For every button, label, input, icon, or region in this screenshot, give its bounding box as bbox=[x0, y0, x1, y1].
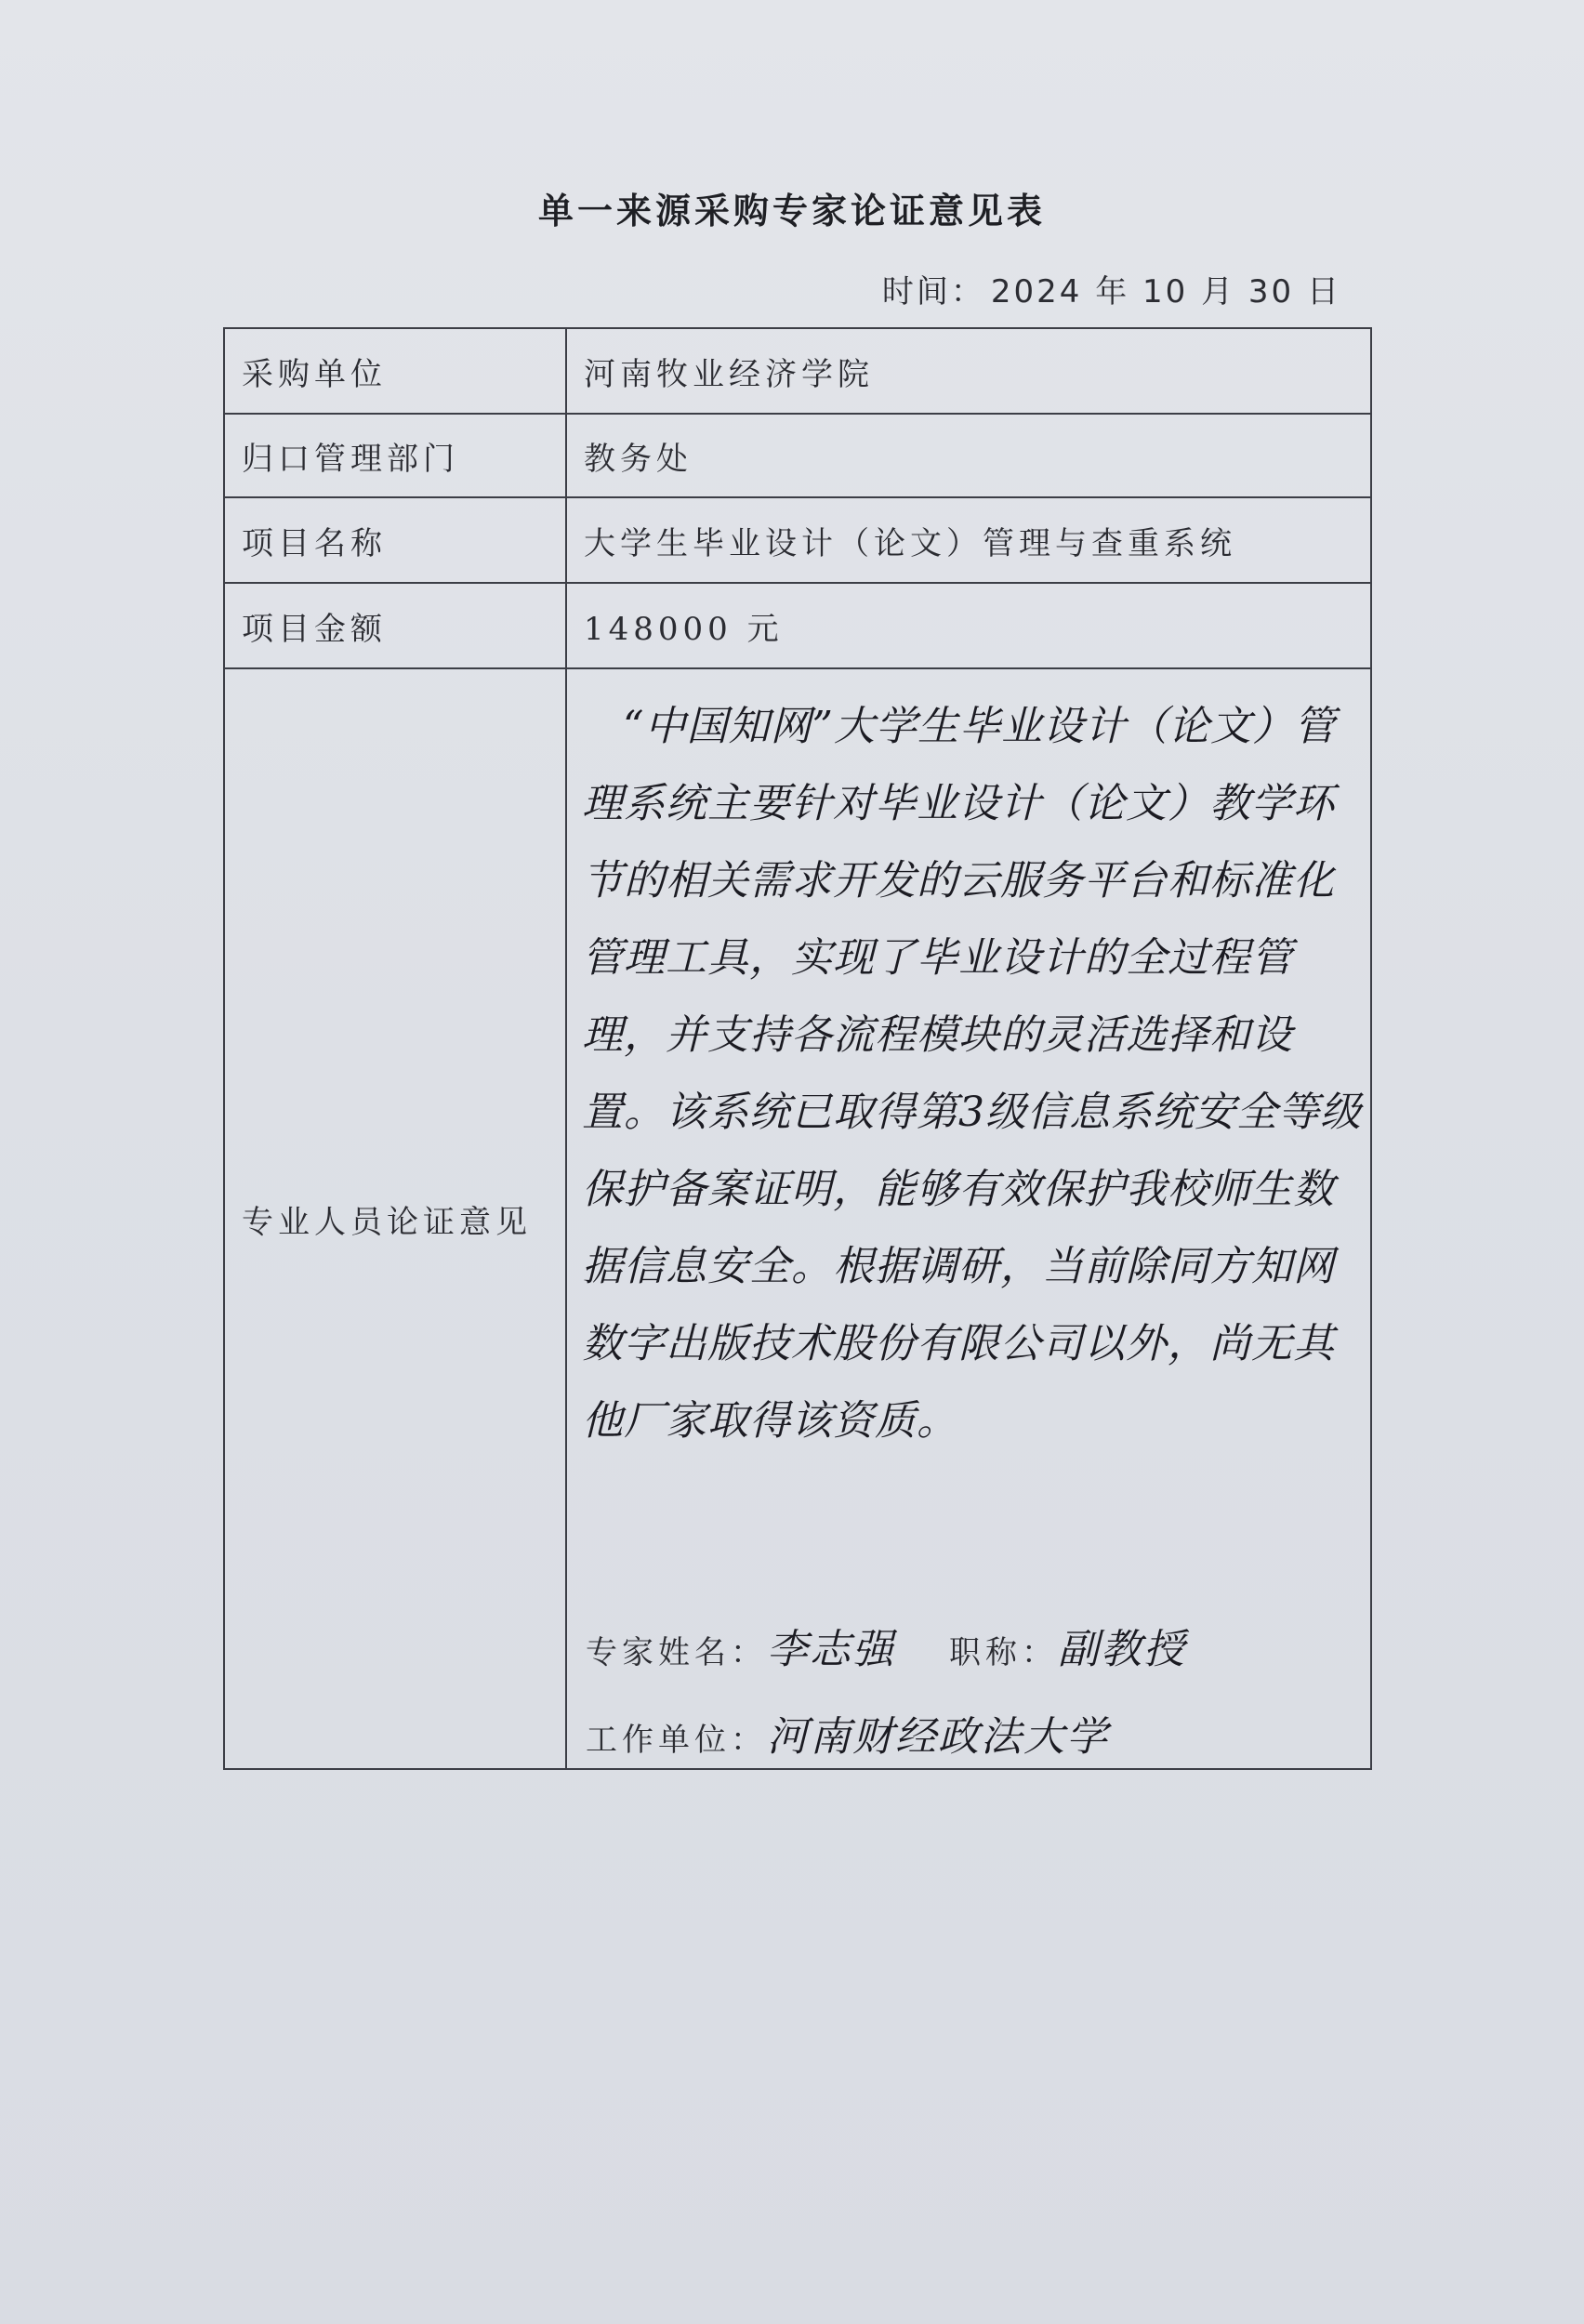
expert-opinion-form bbox=[223, 327, 1372, 1770]
form-row-expert-opinion bbox=[224, 668, 1371, 1769]
form-row-project-amount bbox=[224, 583, 1371, 668]
expert-title: 副教授 bbox=[1058, 1626, 1186, 1673]
org-label: 工作单位： bbox=[586, 1722, 767, 1759]
form-row-project-name bbox=[224, 497, 1371, 583]
form-value: 大学生毕业设计（论文）管理与查重系统 bbox=[566, 497, 1371, 583]
form-label: 归口管理部门 bbox=[224, 414, 566, 497]
form-row-department bbox=[224, 414, 1371, 497]
date-value: 2024 年 10 月 30 日 bbox=[990, 273, 1341, 310]
date-label: 时间： bbox=[881, 273, 985, 310]
form-label: 专业人员论证意见 bbox=[224, 668, 566, 1769]
expert-signature-line bbox=[586, 1616, 1186, 1675]
form-row-purchasing-unit bbox=[224, 328, 1371, 414]
document-title: 单一来源采购专家论证意见表 bbox=[537, 190, 1046, 231]
form-value: 教务处 bbox=[566, 414, 1371, 497]
handwritten-opinion: “中国知网”大学生毕业设计（论文）管理系统主要针对毕业设计（论文）教学环节的相关需求开发的云服务平台和标准化管理工具，实现了毕业设计的全过程管理，并支持各流程模块的灵活选择和设置。该系统已取得第3级信息系统安全等级保护备案证明，能够有效保护我校师生数据信息安全。根据调研，当前除同方知网数字出版技术股份有限公司以外，尚无其他厂家取得该资质。 bbox=[582, 703, 1362, 1445]
title-label: 职称： bbox=[949, 1634, 1058, 1671]
expert-org-line bbox=[586, 1703, 1109, 1763]
opinion-cell bbox=[566, 668, 1371, 1769]
date-line bbox=[882, 266, 1347, 311]
form-value: 河南牧业经济学院 bbox=[566, 328, 1371, 414]
form-value: 148000 元 bbox=[566, 583, 1371, 668]
form-label: 项目金额 bbox=[224, 583, 566, 668]
form-label: 采购单位 bbox=[224, 328, 566, 414]
expert-name-label: 专家姓名： bbox=[586, 1634, 767, 1671]
form-label: 项目名称 bbox=[224, 497, 566, 583]
expert-org: 河南财经政法大学 bbox=[767, 1713, 1109, 1761]
expert-name: 李志强 bbox=[767, 1626, 895, 1673]
